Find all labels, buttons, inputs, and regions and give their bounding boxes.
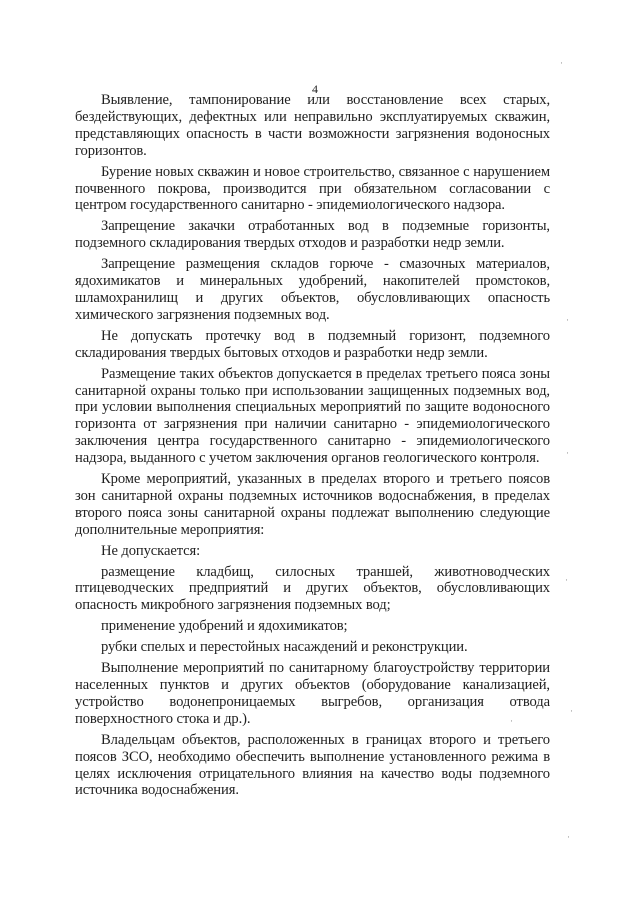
paragraph-10: применение удобрений и ядохимикатов; xyxy=(101,618,348,635)
paragraph-1: Выявление, тампонирование или восстановление всех старых, бездействующих, дефектных или неправильно эксплуатируемых скважин, представляющих опасность в части возможности загрязнения водоносных горизонтов. xyxy=(75,92,550,159)
paragraph-4: Запрещение размещения складов горюче - смазочных материалов, ядохимикатов и минеральных удобрений, накопителей промстоков, шламохранилищ и других объектов, обусловливающих опасность химического загрязнения подземных вод. xyxy=(75,256,550,323)
paragraph-11: рубки спелых и перестойных насаждений и реконструкции. xyxy=(101,639,468,656)
paragraph-8: Не допускается: xyxy=(101,542,201,559)
scan-speck: · xyxy=(566,315,569,325)
scan-speck: · xyxy=(510,716,513,726)
scan-speck: · xyxy=(567,832,570,842)
paragraph-13: Владельцам объектов, расположенных в границах второго и третьего поясов ЗСО, необходимо обеспечить выполнение установленного режима в целях исключения отрицательного влияния на качество воды подземного источника водоснабжения. xyxy=(75,731,550,799)
scan-speck: · xyxy=(570,706,573,716)
scan-speck: · xyxy=(566,448,569,458)
paragraph-6: Размещение таких объектов допускается в пределах третьего пояса зоны санитарной охраны только при использовании защищенных подземных вод, при условии выполнения специальных мероприятий по защите водоносного горизонта от загрязнения при наличии санитарно - эпидемиологического заключения центра государственного санитарно - эпидемиологического надзора, выданного с учетом заключения органов геологического контроля. xyxy=(75,365,550,467)
paragraph-9: размещение кладбищ, силосных траншей, животноводческих птицеводческих предприятий и других объектов, обусловливающих опасность микробного загрязнения подземных вод; xyxy=(75,563,550,614)
paragraph-7: Кроме мероприятий, указанных в пределах второго и третьего поясов зон санитарной охраны подземных источников водоснабжения, в пределах второго пояса зоны санитарной охраны подлежат выполнению следующие дополнительные мероприятия: xyxy=(75,471,550,538)
scan-speck: · xyxy=(565,575,568,585)
page-number: 4 xyxy=(312,82,318,96)
paragraph-12: Выполнение мероприятий по санитарному благоустройству территории населенных пунктов и других объектов (оборудование канализацией, устройство водонепроницаемых выгребов, организация отвода поверхностного стока и др.). xyxy=(75,660,550,727)
paragraph-3: Запрещение закачки отработанных вод в подземные горизонты, подземного складирования твердых отходов и разработки недр земли. xyxy=(75,218,550,252)
paragraph-2: Бурение новых скважин и новое строительство, связанное с нарушением почвенного покрова, производится при обязательном согласовании с центром государственного санитарно - эпидемиологического надзора. xyxy=(75,163,550,214)
document-body xyxy=(75,92,550,803)
paragraph-5: Не допускать протечку вод в подземный горизонт, подземного складирования твердых бытовых отходов и разработки недр земли. xyxy=(75,327,550,361)
scan-speck: · xyxy=(560,58,563,68)
